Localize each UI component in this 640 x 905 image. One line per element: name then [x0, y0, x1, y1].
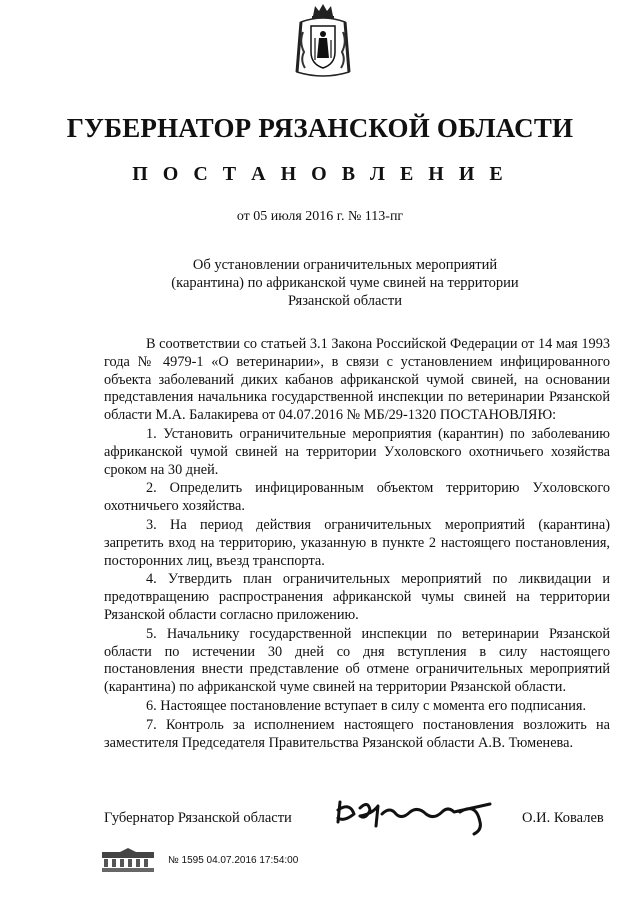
decree-item: 3. На период действия ограничительных мероприятий (карантина) запретить вход на территорию, указанную в пункте 2 настоящего постановления, посторонних лиц, въезд транспорта. — [104, 516, 610, 569]
decree-item: 5. Начальнику государственной инспекции по ветеринарии Рязанской области по истечении 30 дней со дня вступления в силу настоящего постановления внести представление об отмене ограничительных мероприятий (карантина) по африканской чуме свиней на территории Рязанской области. — [104, 625, 610, 696]
decree-item: 2. Определить инфицированным объектом территорию Уxоловского охотничьего хозяйства. — [104, 480, 610, 515]
decree-item: 6. Настоящее постановление вступает в силу с момента его подписания. — [146, 697, 587, 714]
subject-line: (карантина) по африканской чуме свиней на территории — [171, 275, 519, 291]
subject-line: Об установлении ограничительных мероприятий — [192, 257, 498, 273]
decree-item: 7. Контроль за исполнением настоящего постановления возложить на заместителя Председателя Правительства Рязанской области А.В. Тюменева. — [104, 716, 610, 751]
decree-date-number: от 05 июля 2016 г. № 113-пг — [236, 209, 404, 224]
decree-body — [104, 336, 610, 752]
signatory-position: Губернатор Рязанской области — [104, 810, 292, 826]
handwritten-signature — [330, 792, 510, 836]
coat-of-arms-icon — [295, 2, 351, 80]
decree-item: 4. Утвердить план ограничительных мероприятий по ликвидации и предотвращению распространения африканской чумы свиней на территории Рязанской области согласно приложению. — [104, 571, 610, 623]
signatory-name: О.И. Ковалев — [522, 810, 604, 826]
decree-subject — [150, 256, 540, 310]
preamble-paragraph: В соответствии со статьей 3.1 Закона Российской Федерации от 14 мая 1993 года № 4979-1 «О ветеринарии», в связи с установлением инфицированного объекта заболеваний диких кабанов африканской чумой свиней, на основании представления начальника государственной инспекции по ветеринарии Рязанской области М.А. Балакирева от 04.07.2016 № МБ/29-1320 ПОСТАНОВЛЯЮ: — [104, 336, 610, 424]
decree-type-heading: П О С Т А Н О В Л Е Н И Е — [132, 163, 508, 185]
document-system-logo-icon — [100, 848, 156, 876]
subject-line: Рязанской области — [288, 293, 402, 309]
governor-title: ГУБЕРНАТОР РЯЗАНСКОЙ ОБЛАСТИ — [66, 113, 574, 143]
registration-mark: № 1595 04.07.2016 17:54:00 — [168, 855, 299, 866]
decree-item: 1. Установить ограничительные мероприятия (карантин) по заболеванию африканской чумой свиней на территории Уxоловского охотничьего хозяйства сроком на 30 дней. — [104, 425, 610, 478]
